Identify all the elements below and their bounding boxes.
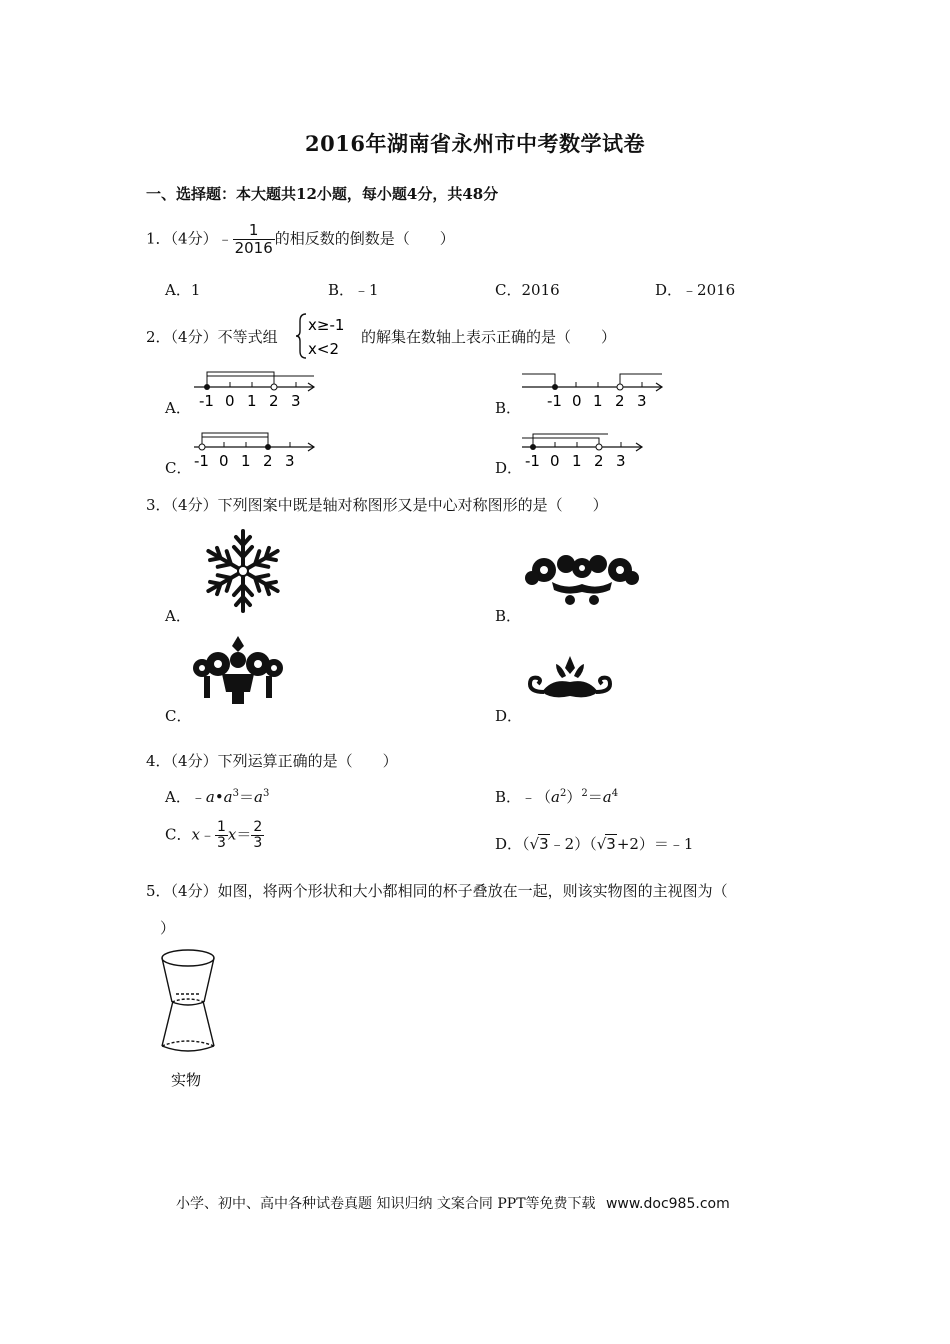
- q1-prefix: 1．（4分）﹣: [146, 229, 233, 248]
- question-5: 5．（4分）如图，将两个形状和大小都相同的杯子叠放在一起，则该实物图的主视图为（: [146, 882, 728, 900]
- number-line-a: [190, 366, 320, 412]
- q4-label-a: A．: [165, 788, 191, 806]
- tick-label: 1: [241, 452, 251, 470]
- q2-label-c: C．: [165, 459, 192, 477]
- inequality-system: [296, 311, 366, 361]
- q3-label-a: A．: [165, 607, 191, 625]
- q1-option-b: B．﹣1: [328, 281, 379, 299]
- tick-label: 1: [593, 392, 603, 410]
- tick-label: 0: [225, 392, 235, 410]
- q4-label-b: B．: [495, 788, 522, 806]
- tick-label: -1: [525, 452, 540, 470]
- question-3: 3．（4分）下列图案中既是轴对称图形又是中心对称图形的是（ ）: [146, 496, 608, 514]
- q2-label-d: D．: [495, 459, 523, 477]
- footer: [176, 1193, 730, 1213]
- q4-option-d: D．（√3﹣2）（√3+2）＝﹣1: [495, 835, 694, 853]
- q4-label-c: C．: [165, 825, 192, 844]
- number-line-c: [190, 426, 320, 472]
- q2-label-b: B．: [495, 399, 522, 417]
- q3-label-c: C．: [165, 707, 192, 725]
- q3-label-b: B．: [495, 607, 522, 625]
- page-title: 2016年湖南省永州市中考数学试卷: [305, 131, 645, 156]
- tick-label: 3: [291, 392, 301, 410]
- number-line-d: [518, 426, 648, 472]
- q1-fraction: [233, 222, 275, 257]
- q1-option-d: D．﹣2016: [655, 281, 736, 299]
- tick-label: 1: [247, 392, 257, 410]
- ornament-pattern-c-image: [192, 636, 284, 708]
- section-heading: 一、选择题：本大题共12小题，每小题4分，共48分: [146, 185, 499, 203]
- q1-option-a: A．1: [165, 281, 201, 299]
- stacked-cups-figure: [156, 944, 226, 1092]
- q4-option-a: A．$﹣a•a^3=a^3$: [165, 788, 270, 806]
- tick-label: 0: [572, 392, 582, 410]
- tick-label: 3: [285, 452, 295, 470]
- inequality-line-2: x<2: [308, 340, 339, 358]
- ornament-pattern-d-image: [522, 656, 618, 708]
- tick-label: 2: [594, 452, 604, 470]
- tick-label: -1: [194, 452, 209, 470]
- tick-label: -1: [199, 392, 214, 410]
- q1-option-c: C．2016: [495, 281, 560, 299]
- inequality-line-1: x≥-1: [308, 316, 345, 334]
- tick-label: 2: [269, 392, 279, 410]
- tick-label: 3: [637, 392, 647, 410]
- figure-caption: 实物: [171, 1071, 202, 1089]
- footer-text: 小学、初中、高中各种试卷真题 知识归纳 文案合同 PPT等免费下载: [176, 1196, 596, 1212]
- tick-label: 3: [616, 452, 626, 470]
- q3-label-d: D．: [495, 707, 523, 725]
- snowflake-pattern-image: [198, 526, 288, 616]
- footer-link[interactable]: www.doc985.com: [605, 1196, 730, 1212]
- q2-label-a: A．: [165, 399, 191, 417]
- tick-label: 1: [572, 452, 582, 470]
- question-4: 4．（4分）下列运算正确的是（ ）: [146, 752, 398, 770]
- tick-label: 2: [263, 452, 273, 470]
- q4-option-b: B．$﹣(a^2)^2=a^4$: [495, 788, 619, 806]
- tick-label: 0: [219, 452, 229, 470]
- tick-label: -1: [547, 392, 562, 410]
- question-1: [146, 222, 455, 257]
- question-5-cont: ）: [160, 919, 176, 937]
- number-line-b: [518, 366, 668, 412]
- q1-frac-num: 1: [233, 222, 275, 240]
- q2-prefix: 2．（4分）不等式组: [146, 328, 278, 346]
- tick-label: 0: [550, 452, 560, 470]
- q1-frac-den: 2016: [234, 239, 273, 257]
- q4-label-d: D．: [495, 835, 523, 853]
- tick-label: 2: [615, 392, 625, 410]
- q2-suffix: 的解集在数轴上表示正确的是（ ）: [361, 328, 617, 346]
- question-2: [146, 326, 278, 347]
- q4-option-c: C．x﹣ $\frac{1}{3}$ x＝ $\frac{2}{3}$: [165, 819, 263, 851]
- ornament-pattern-b-image: [522, 550, 642, 610]
- q1-suffix: 的相反数的倒数是（ ）: [274, 229, 455, 248]
